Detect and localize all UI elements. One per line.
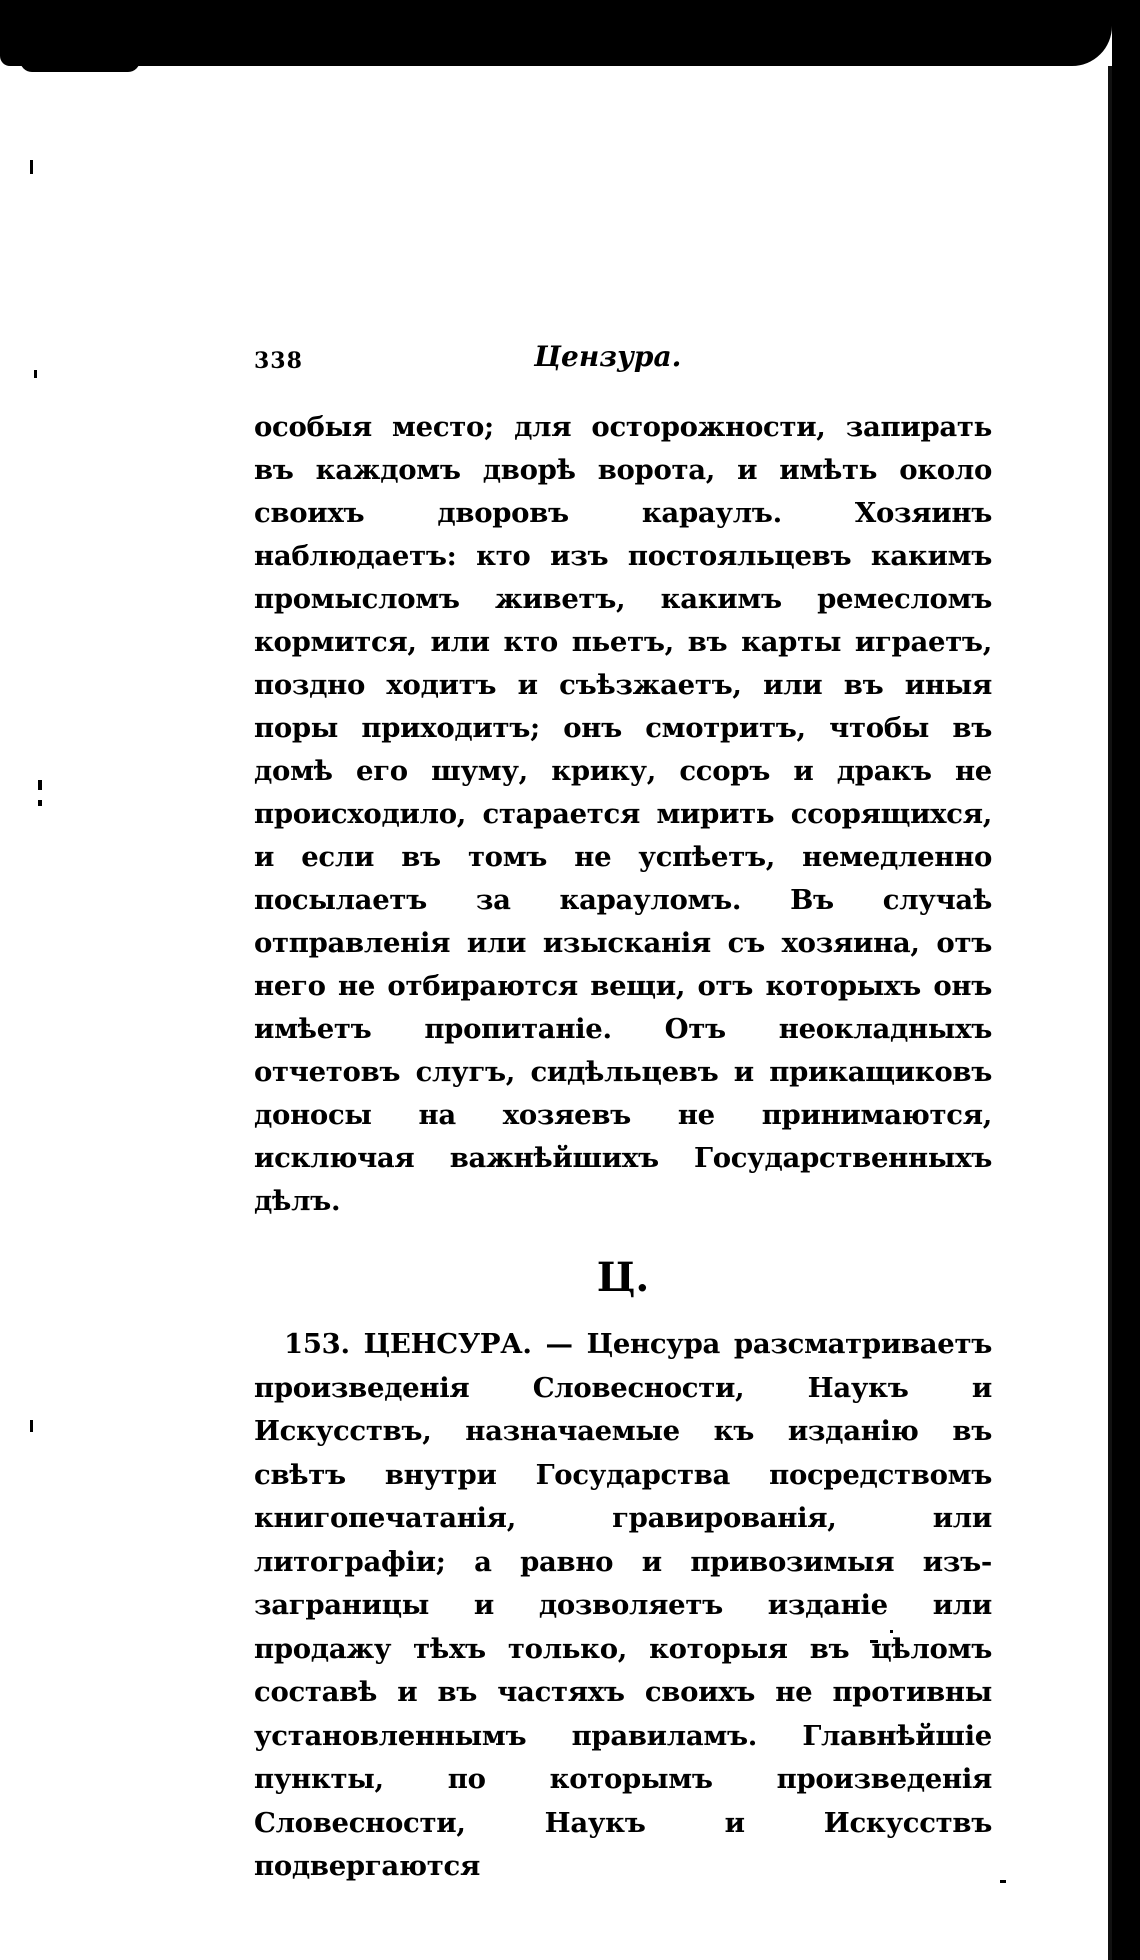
running-head: Цензура. [534,340,682,373]
page-header [254,340,992,388]
scan-border-right [1112,0,1140,1960]
book-page [254,340,992,1889]
scan-speck [34,370,37,378]
article-text: — Ценсура разсматриваетъ произведенія Словесности, Наукъ и Искусствъ, назначаемые къ изданію въ свѣтъ внутри Государства посредствомъ книгопечатанія, гравированія, или литографіи; а равно и привозимыя изъ-заграницы и дозволяетъ изданіе или продажу тѣхъ только, которыя въ цѣломъ составѣ и въ частяхъ своихъ не противны установленнымъ правиламъ. Главнѣйшіе пункты, по которымъ произведенія Словесности, Наукъ и Искусствъ подвергаются [254,1328,992,1882]
scan-speck [1000,1880,1006,1883]
page-number: 338 [254,348,303,374]
scan-border-top [0,0,1112,66]
scan-border-right-edge [1108,66,1112,1960]
scan-speck [30,1420,33,1432]
letter-heading: Ц. [596,1254,650,1301]
scan-border-notch [20,60,140,72]
scan-speck [30,160,33,174]
article-153 [254,1323,992,1889]
article-number: 153. [284,1328,350,1360]
article-title: ЦЕНСУРА. [363,1328,532,1360]
scan-speck [38,780,42,790]
scan-speck [38,800,42,806]
previous-section-text: особыя место; для осторожности, запирать въ каждомъ дворѣ ворота, и имѣть около своихъ дворовъ караулъ. Хозяинъ наблюдаетъ: кто изъ постояльцевъ какимъ промысломъ живетъ, какимъ ремесломъ кормится, или кто пьетъ, въ карты играетъ, поздно ходитъ и съѣзжаетъ, или въ иныя поры приходитъ; онъ смотритъ, чтобы въ домѣ его шуму, крику, ссоръ и дракъ не происходило, старается мирить ссорящихся, и если въ томъ не успѣетъ, немедленно посылаетъ за карауломъ. Въ случаѣ отправленія или изысканія съ хозяина, отъ него не отбираются вещи, отъ которыхъ онъ имѣетъ пропитаніе. Отъ неокладныхъ отчетовъ слугъ, сидѣльцевъ и прикащиковъ доносы на хозяевъ не принимаются, исключая важнѣйшихъ Государственныхъ дѣлъ. [254,411,992,1217]
